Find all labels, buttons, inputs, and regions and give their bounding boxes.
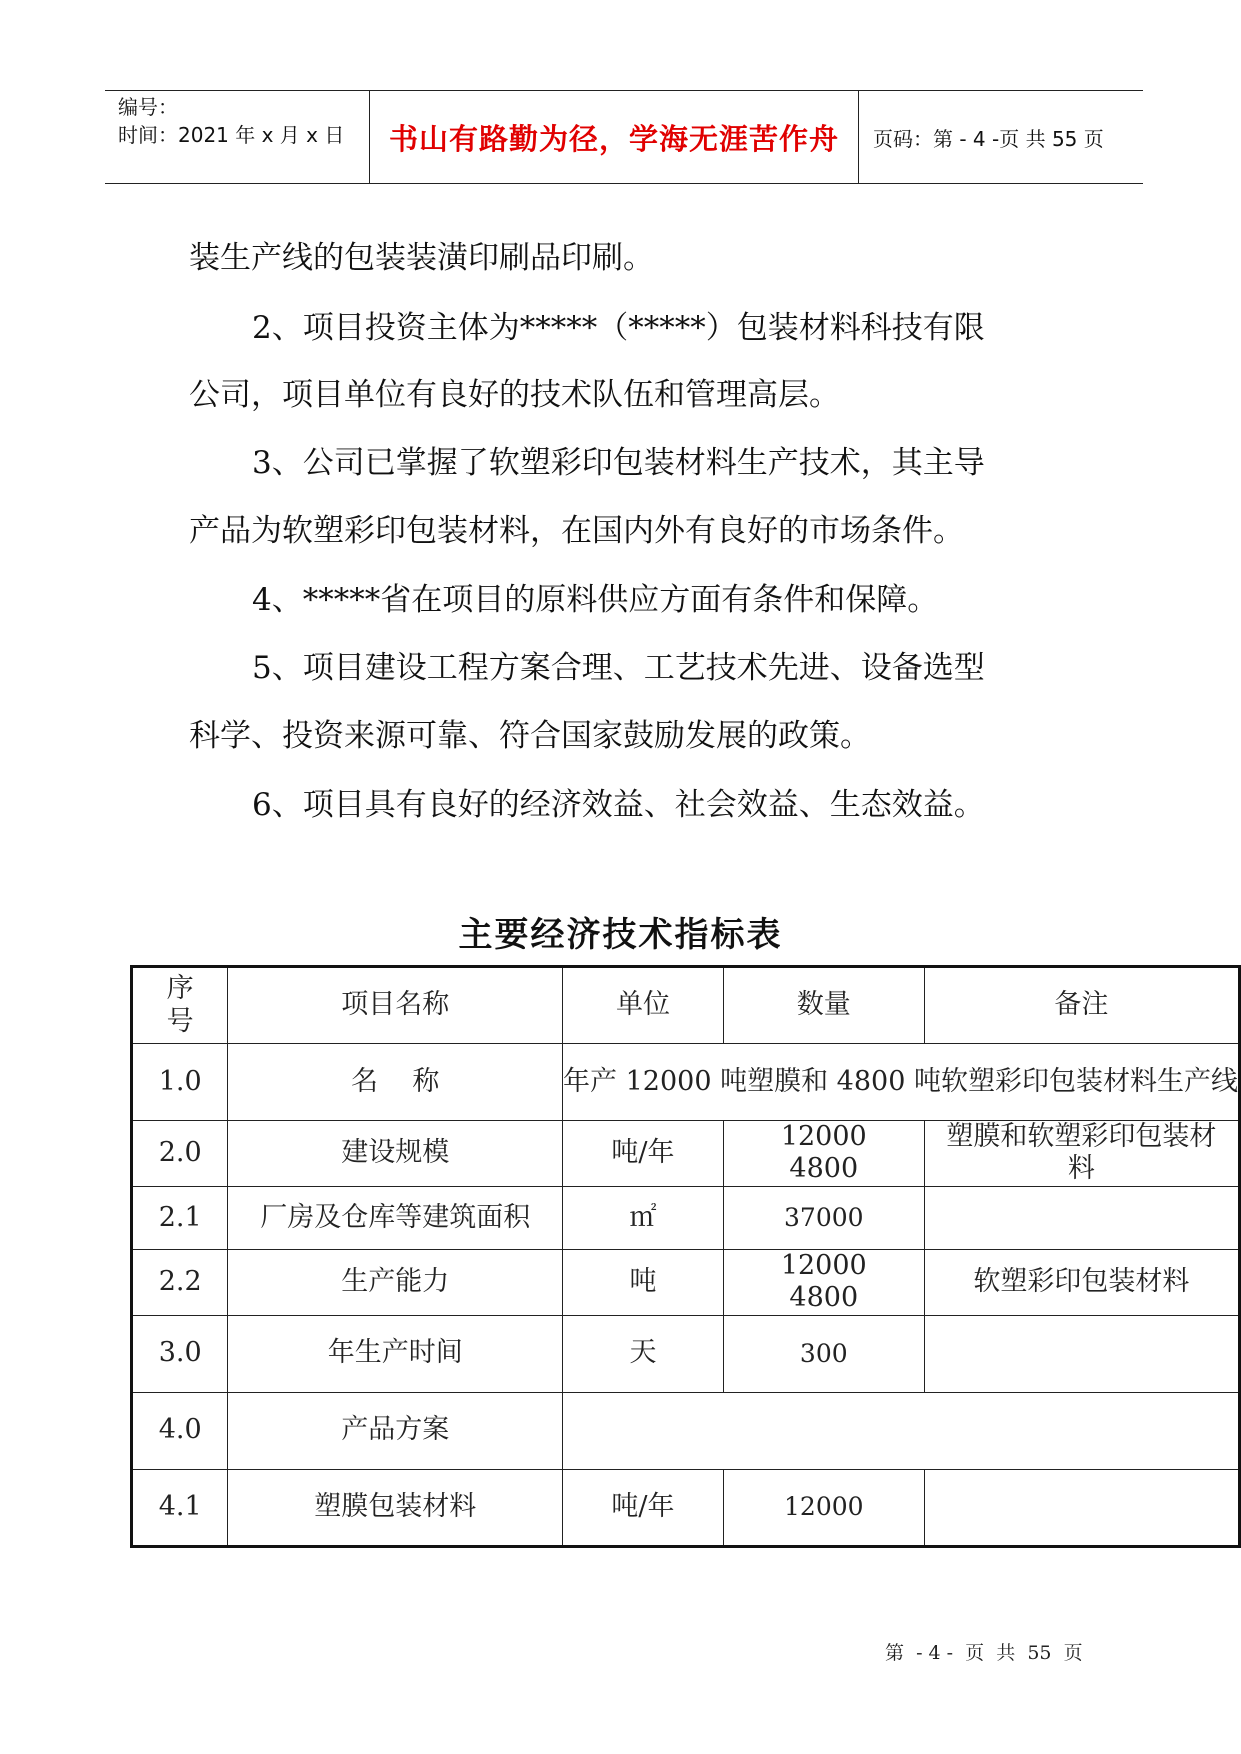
cell-seq: 2.2 bbox=[132, 1249, 228, 1315]
table-row bbox=[132, 1044, 1240, 1121]
cell-name: 产品方案 bbox=[228, 1392, 563, 1469]
cell-note bbox=[924, 1121, 1239, 1187]
header-motto: 书山有路勤为径，学海无涯苦作舟 bbox=[388, 121, 839, 156]
table-row bbox=[132, 1186, 1240, 1249]
cell-unit: 吨 bbox=[563, 1249, 724, 1315]
cell-unit: 天 bbox=[563, 1315, 724, 1392]
table-row bbox=[132, 1249, 1240, 1315]
header-seq-line: 号 bbox=[166, 1005, 194, 1037]
cell-name: 名 称 bbox=[228, 1044, 563, 1121]
paragraph-line: 5、项目建设工程方案合理、工艺技术先进、设备选型 bbox=[252, 650, 985, 686]
table-row bbox=[132, 1315, 1240, 1392]
cell-quantity bbox=[723, 1121, 924, 1187]
paragraph-line: 科学、投资来源可靠、符合国家鼓励发展的政策。 bbox=[189, 718, 871, 754]
cell-name: 塑膜包装材料 bbox=[228, 1469, 563, 1546]
header-seq-line: 序 bbox=[166, 973, 194, 1005]
paragraph-line: 6、项目具有良好的经济效益、社会效益、生态效益。 bbox=[252, 787, 985, 823]
header-unit: 单位 bbox=[563, 967, 724, 1044]
header-meta bbox=[118, 93, 368, 149]
page-header bbox=[105, 90, 1143, 184]
cell-merged bbox=[563, 1392, 1240, 1469]
paragraph-line: 装生产线的包装装潢印刷品印刷。 bbox=[189, 240, 654, 276]
cell-seq: 4.1 bbox=[132, 1469, 228, 1546]
table-row bbox=[132, 1392, 1240, 1469]
page-footer: 第 - 4 - 页 共 55 页 bbox=[885, 1642, 1083, 1664]
cell-seq: 4.0 bbox=[132, 1392, 228, 1469]
paragraph-line: 产品为软塑彩印包装材料，在国内外有良好的市场条件。 bbox=[189, 513, 964, 549]
cell-unit: ㎡ bbox=[563, 1186, 724, 1249]
cell-name: 年生产时间 bbox=[228, 1315, 563, 1392]
table-row bbox=[132, 1121, 1240, 1187]
cell-merged: 年产 12000 吨塑膜和 4800 吨软塑彩印包装材料生产线 bbox=[563, 1044, 1240, 1121]
paragraph-line: 2、项目投资主体为*****（*****）包装材料科技有限 bbox=[252, 310, 985, 346]
cell-quantity: 12000 bbox=[723, 1469, 924, 1546]
table-row bbox=[132, 1469, 1240, 1546]
cell-unit: 吨/年 bbox=[563, 1121, 724, 1187]
paragraph-line: 公司，项目单位有良好的技术队伍和管理高层。 bbox=[189, 377, 840, 413]
cell-note bbox=[924, 1469, 1239, 1546]
paragraph-line: 3、公司已掌握了软塑彩印包装材料生产技术，其主导 bbox=[252, 445, 985, 481]
header-quantity: 数量 bbox=[723, 967, 924, 1044]
serial-label: 编号： bbox=[118, 95, 178, 119]
cell-seq: 2.1 bbox=[132, 1186, 228, 1249]
cell-note-line: 塑膜和软塑彩印包装材 bbox=[946, 1121, 1217, 1152]
header-divider bbox=[858, 91, 859, 183]
header-divider bbox=[369, 91, 370, 183]
cell-quantity-line: 12000 bbox=[780, 1121, 867, 1152]
indicator-table bbox=[130, 965, 1241, 1548]
cell-name: 厂房及仓库等建筑面积 bbox=[228, 1186, 563, 1249]
header-seq bbox=[132, 967, 228, 1044]
cell-quantity: 300 bbox=[723, 1315, 924, 1392]
cell-seq: 1.0 bbox=[132, 1044, 228, 1121]
cell-note-line: 料 bbox=[1067, 1153, 1095, 1185]
header-name: 项目名称 bbox=[228, 967, 563, 1044]
cell-quantity-line: 12000 bbox=[780, 1249, 867, 1281]
cell-name: 生产能力 bbox=[228, 1249, 563, 1315]
cell-seq: 3.0 bbox=[132, 1315, 228, 1392]
cell-unit: 吨/年 bbox=[563, 1469, 724, 1546]
table-title: 主要经济技术指标表 bbox=[458, 915, 783, 955]
header-note: 备注 bbox=[924, 967, 1239, 1044]
table-header-row bbox=[132, 967, 1240, 1044]
cell-note bbox=[924, 1186, 1239, 1249]
cell-quantity: 37000 bbox=[723, 1186, 924, 1249]
paragraph-line: 4、*****省在项目的原料供应方面有条件和保障。 bbox=[252, 582, 939, 618]
time-label: 时间：2021 年 x 月 x 日 bbox=[118, 123, 345, 147]
cell-seq: 2.0 bbox=[132, 1121, 228, 1187]
cell-name: 建设规模 bbox=[228, 1121, 563, 1187]
cell-quantity bbox=[723, 1249, 924, 1315]
cell-note bbox=[924, 1315, 1239, 1392]
header-page-code: 页码：第 - 4 -页 共 55 页 bbox=[873, 126, 1104, 151]
cell-note: 软塑彩印包装材料 bbox=[924, 1249, 1239, 1315]
cell-quantity-line: 4800 bbox=[789, 1153, 859, 1185]
cell-quantity-line: 4800 bbox=[789, 1282, 859, 1314]
